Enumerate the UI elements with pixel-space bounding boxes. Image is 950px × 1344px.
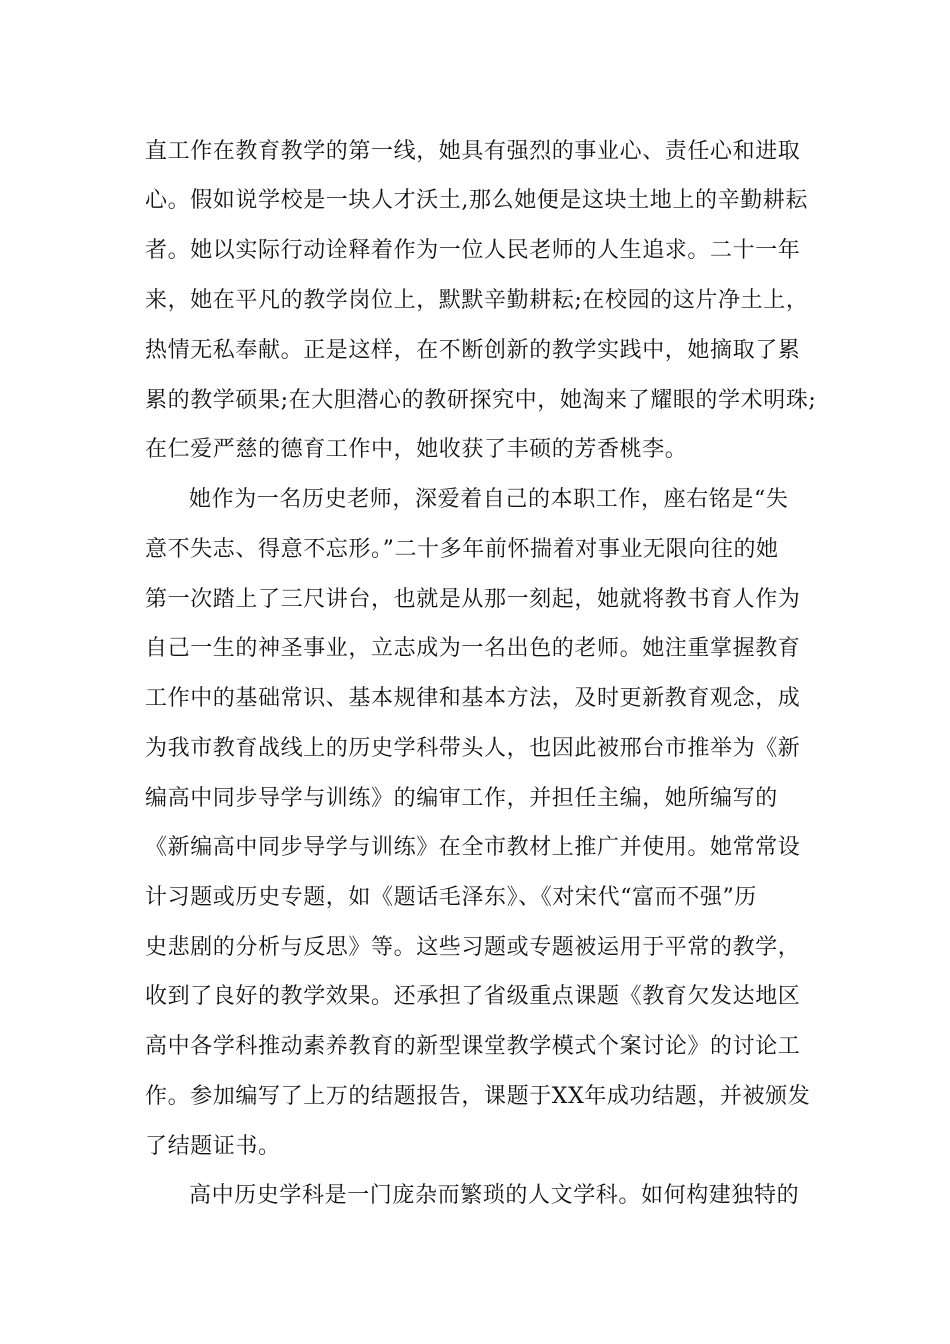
text-line: 直工作在教育教学的第一线，她具有强烈的事业心、责任心和进取: [145, 139, 801, 164]
paragraph-first-line: 高中历史学科是一门庞杂而繁琐的人文学科。如何构建独特的: [189, 1183, 800, 1208]
text-line: 作。参加编写了上万的结题报告，课题于XX年成功结题，并被颁发: [145, 1084, 811, 1109]
text-line: 自己一生的神圣事业，立志成为一名出色的老师。她注重掌握教育: [145, 636, 801, 661]
text-line: 意不失志、得意不忘形。”二十多年前怀揣着对事业无限向往的她: [145, 537, 779, 562]
text-line: 热情无私奉献。正是这样，在不断创新的教学实践中，她摘取了累: [145, 338, 801, 363]
paragraph-first-line: 她作为一名历史老师，深爱着自己的本职工作，座右铭是“失: [189, 487, 789, 512]
text-line: 者。她以实际行动诠释着作为一位人民老师的人生追求。二十一年: [145, 238, 801, 263]
text-line: 史悲剧的分析与反思》等。这些习题或专题被运用于平常的教学，: [145, 935, 801, 960]
text-line: 工作中的基础常识、基本规律和基本方法，及时更新教育观念，成: [145, 686, 801, 711]
text-line: 《新编高中同步导学与训练》在全市教材上推广并使用。她常常设: [145, 835, 801, 860]
text-line: 心。假如说学校是一块人才沃土,那么她便是这块土地上的辛勤耕耘: [145, 188, 808, 213]
text-line: 收到了良好的教学效果。还承担了省级重点课题《教育欠发达地区: [145, 984, 801, 1009]
text-line: 为我市教育战线上的历史学科带头人，也因此被邢台市推举为《新: [145, 736, 801, 761]
text-line: 编高中同步导学与训练》的编审工作，并担任主编，她所编写的: [145, 786, 778, 811]
text-line: 累的教学硕果;在大胆潜心的教研探究中，她淘来了耀眼的学术明珠;: [145, 388, 817, 413]
text-line: 高中各学科推动素养教育的新型课堂教学模式个案讨论》的讨论工: [145, 1034, 801, 1059]
text-line: 计习题或历史专题，如《题话毛泽东》、《对宋代“富而不强”历: [145, 885, 757, 910]
text-line: 了结题证书。: [145, 1134, 281, 1159]
text-line: 来，她在平凡的教学岗位上，默默辛勤耕耘;在校园的这片净土上，: [145, 288, 809, 313]
text-line: 第一次踏上了三尺讲台，也就是从那一刻起，她就将教书育人作为: [145, 587, 801, 612]
text-line: 在仁爱严慈的德育工作中，她收获了丰硕的芳香桃李。: [145, 437, 688, 462]
